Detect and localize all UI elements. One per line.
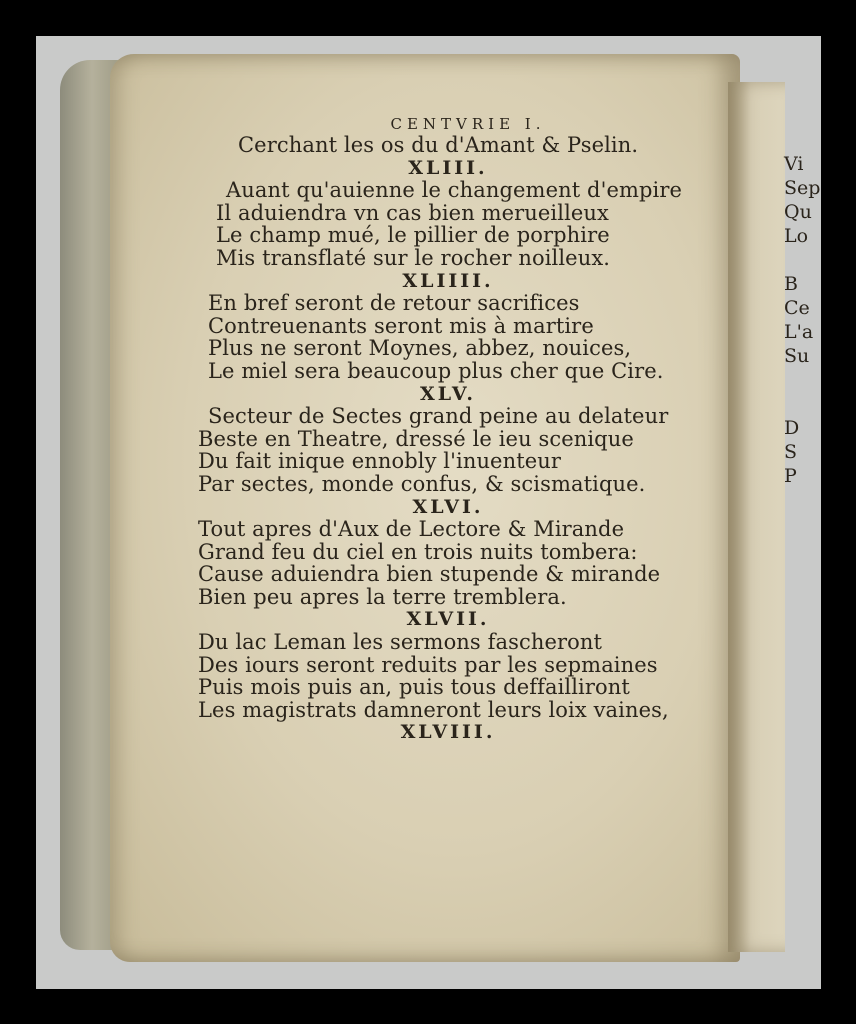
quatrain-number: XLIIII. <box>402 269 494 292</box>
verse-line: Les magistrats damneront leurs loix vaines, <box>198 697 669 722</box>
right-page-fragment <box>784 248 824 272</box>
running-head: CENTVRIE I. <box>390 115 546 133</box>
quatrain-number: XLVIII. <box>400 721 496 744</box>
right-page-fragment: Ce <box>784 297 810 319</box>
right-page-fragment: Sep <box>784 177 821 199</box>
quatrain-number: XLIII. <box>408 156 488 179</box>
right-page-fragment <box>784 368 824 392</box>
verse-line: Du lac Leman les sermons fascheront <box>198 630 603 655</box>
verse-line: Des iours seront reduits par les sepmaines <box>198 652 658 677</box>
verse-line: Cause aduiendra bien stupende & mirande <box>198 562 661 587</box>
right-page-fragments <box>784 152 824 488</box>
right-page-fragment: S <box>784 441 798 463</box>
verse-line: Beste en Theatre, dressé le ieu scenique <box>198 426 634 451</box>
right-page-fragment <box>784 392 824 416</box>
verse-line: Le champ mué, le pillier de porphire <box>216 223 610 248</box>
verse-line: Bien peu apres la terre tremblera. <box>198 584 567 609</box>
right-page-fragment: Su <box>784 345 810 367</box>
verse-line: Contreuenants seront mis à martire <box>208 313 594 338</box>
verse-line: En bref seront de retour sacrifices <box>208 291 580 316</box>
verse-line: Le miel sera beaucoup plus cher que Cire. <box>208 358 664 383</box>
verse-line: Par sectes, monde confus, & scismatique. <box>198 471 646 496</box>
right-page-fragment: P <box>784 465 797 487</box>
verse-line: Auant qu'auienne le changement d'empire <box>226 178 683 203</box>
verse-line: Plus ne seront Moynes, abbez, nouices, <box>208 336 632 361</box>
quatrain-number: XLVII. <box>406 608 490 631</box>
quatrain-number: XLVI. <box>412 495 484 518</box>
verse-line: Puis mois puis an, puis tous deffailliront <box>198 675 630 700</box>
verse-line: Mis transflaté sur le rocher noilleux. <box>216 245 611 270</box>
verse-line: Secteur de Sectes grand peine au delateur <box>208 404 669 429</box>
right-page-fragment: B <box>784 273 798 295</box>
right-page-fragment: L'a <box>784 321 814 343</box>
quatrain-number: XLV. <box>420 382 476 405</box>
right-page <box>728 82 785 952</box>
verse-line: Il aduiendra vn cas bien merueilleux <box>216 200 609 225</box>
right-page-fragment: Qu <box>784 201 812 223</box>
verse-line: Tout apres d'Aux de Lectore & Mirande <box>198 517 625 542</box>
right-page-fragment: Vi <box>784 153 804 175</box>
right-page-fragment: Lo <box>784 225 809 247</box>
verse-line: Cerchant les os du d'Amant & Pselin. <box>238 133 639 157</box>
verse-line: Du fait inique ennobly l'inuenteur <box>198 449 562 474</box>
right-page-fragment: D <box>784 417 800 439</box>
verse-line: Grand feu du ciel en trois nuits tombera: <box>198 539 638 564</box>
verse-blocks <box>178 134 718 744</box>
page-text <box>178 112 718 744</box>
